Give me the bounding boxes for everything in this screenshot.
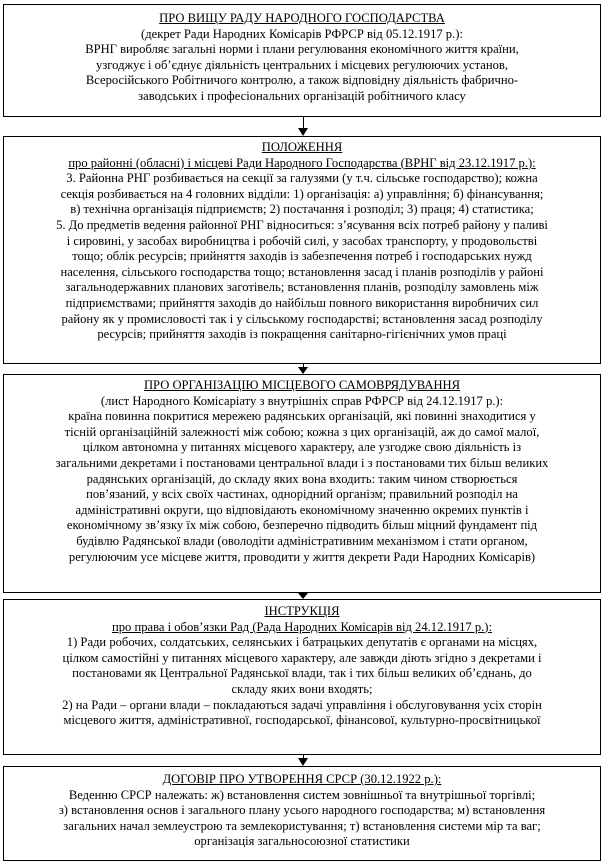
block-line: загальними декретами і постановами центральної влади і з постановами тих більш великих — [55, 455, 549, 470]
block-title: ІНСТРУКЦІЯ — [264, 604, 340, 618]
block-line: загальних начал землеустрою та землекористування; т) встановлення системи мір та ваг; — [63, 818, 541, 833]
block-line: загальнодержавних планових заготівель; встановлення планів, розподілу замовлень між — [65, 280, 539, 295]
block-line: і сировині, у засобах виробництва і робочій силі, у засобах транспорту, у продовольстві — [66, 233, 538, 248]
block-line: цілком самостійні у питаннях місцевого характеру, але завжди діють згідно з декретами і — [62, 650, 542, 665]
block-line: організація загальносоюзної статистики — [194, 834, 410, 849]
block-line: 1) Ради робочих, солдатських, селянських і батрацьких депутатів є органами на місцях, — [66, 635, 538, 650]
block-source: про права і обов’язки Рад (Рада Народних Комісарів від 24.12.1917 р.): — [111, 619, 492, 634]
block-regional-councils-regulation — [3, 136, 601, 364]
block-line: 5. До предметів ведення районної РНГ відноситься: з’ясування всіх потреб району у паливі — [56, 217, 548, 232]
block-line: 2) на Ради – органи влади – покладаються задачі управління і обслуговування усіх сторін — [62, 697, 542, 712]
block-line: адміністративні округи, що відповідають економічному значенню окремих пунктів і — [75, 502, 529, 517]
arrow-down-icon — [297, 364, 309, 374]
block-line: 3. Районна РНГ розбивається на секції за галузями (у т.ч. сільське господарство); кожна — [66, 171, 538, 186]
block-line: району як у промисловості так і у сільському господарстві; встановлення засад розподілу — [61, 311, 543, 326]
block-source: (декрет Ради Народних Комісарів РФРСР від 05.12.1917 р.): — [141, 26, 463, 41]
block-line: країна повинна покритися мережею радянських організацій, які повинні знаходитися у — [68, 409, 536, 424]
block-line: секція розбивається на 4 головних відділи: 1) організація: а) управління; б) фінансування; — [60, 186, 544, 201]
block-line: ресурсів; прийняття заходів із покращення санітарно-гігієнічних умов праці — [97, 327, 507, 342]
block-line: підприємствами; прийняття заходів до найбільш повного використання виробничих сил — [65, 295, 539, 310]
block-line: в) технічна організація підприємств; 2) постачання і розподіл; 3) праця; 4) статистика; — [70, 202, 534, 217]
block-source: (лист Народного Комісаріату з внутрішніх справ РФРСР від 24.12.1917 р.): — [100, 393, 504, 408]
block-line: з) встановлення основ і загального плану усього народного господарства; м) встановлення — [58, 803, 546, 818]
block-line: населення, сільського господарства тощо; встановлення засад і планів розподілів у районі — [60, 264, 544, 279]
block-ussr-formation-treaty — [3, 766, 601, 861]
block-title: ДОГОВІР ПРО УТВОРЕННЯ СРСР (30.12.1922 р.): — [162, 772, 442, 786]
block-line: пов’язаний, у всіх своїх частинах, однорідний організм; правильний розподіл на — [86, 487, 518, 502]
block-title: ПРО ВИЩУ РАДУ НАРОДНОГО ГОСПОДАРСТВА — [159, 11, 445, 25]
block-line: узгоджує і об’єднує діяльність центральних і місцевих регулюючих установ, — [96, 57, 508, 72]
block-line: місцевого життя, адміністративної, господарської, фінансової, культурно-просвітницької — [63, 713, 541, 728]
arrow-down-icon — [297, 755, 309, 766]
block-source: про районні (обласні) і місцеві Ради Народного Господарства (ВРНГ від 23.12.1917 р.): — [68, 155, 536, 170]
block-line: радянських організацій, до складу яких вона входить: таким чином створюється — [86, 471, 518, 486]
block-line: складу яких вони входять; — [231, 681, 373, 696]
block-line: тощо; облік ресурсів; прийняття заходів із забезпечення потреб і господарських нужд — [72, 249, 532, 264]
block-vrng-decree — [3, 4, 601, 117]
block-instruction-rights-duties — [3, 599, 601, 755]
block-line: економічному зв’язку їх між собою, безперечно підводить більш міцний фундамент під — [66, 518, 538, 533]
block-title: ПРО ОРГАНІЗАЦІЮ МІСЦЕВОГО САМОВРЯДУВАННЯ — [143, 378, 461, 392]
block-line: цілком автономна у питаннях місцевого характеру, але узгодже свою діяльність із — [82, 440, 522, 455]
block-line: будівлю Радянської влади (оволодіти адміністративним механізмом і стати органом, — [76, 533, 528, 548]
block-line: ВРНГ виробляє загальні норми і плани регулювання економічного життя країни, — [85, 42, 519, 57]
block-local-self-government — [3, 374, 601, 593]
block-line: заводських і професіональних організацій робітничого класу — [138, 88, 466, 103]
block-line: Веденню СРСР належать: ж) встановлення систем зовнішньої та внутрішньої торгівлі; — [68, 787, 536, 802]
arrow-down-icon — [297, 117, 309, 136]
block-line: Всеросійського Робітничого контролю, а також відповідну діяльність фабрично- — [85, 73, 519, 88]
block-title: ПОЛОЖЕННЯ — [261, 140, 343, 154]
block-line: регулюючим усе місцеве життя, проводити у життя декрети Ради Народних Комісарів) — [68, 549, 536, 564]
block-line: тісній організаційній залежності між собою; кожна з цих організацій, аж до самої малої, — [64, 424, 540, 439]
block-line: постановами як Центральної Радянської влади, так і тих більш великих об’єднань, до — [72, 666, 532, 681]
